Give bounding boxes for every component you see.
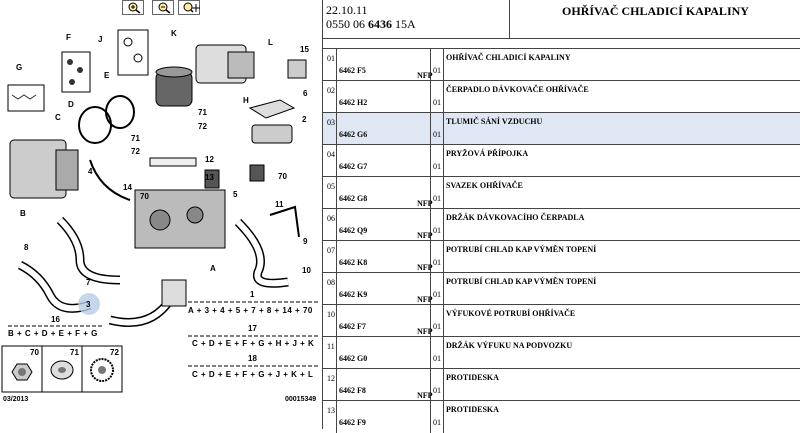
column-divider bbox=[443, 209, 444, 241]
part-G-drawing bbox=[8, 85, 44, 111]
table-row[interactable] bbox=[323, 272, 800, 304]
label-G: G bbox=[16, 63, 23, 72]
part-code: 6462 F9 bbox=[339, 418, 366, 427]
part-code: 6462 F8 bbox=[339, 386, 366, 395]
table-row[interactable] bbox=[323, 48, 800, 80]
part-F-drawing bbox=[62, 52, 90, 92]
column-divider bbox=[336, 113, 337, 145]
part-description: DRŽÁK DÁVKOVACÍHO ČERPADLA bbox=[446, 213, 585, 222]
label-8: 8 bbox=[24, 243, 29, 252]
column-divider bbox=[443, 337, 444, 369]
quantity: 01 bbox=[433, 226, 441, 235]
column-divider bbox=[336, 401, 337, 433]
nfp-flag: NFP bbox=[417, 231, 433, 240]
column-divider bbox=[443, 369, 444, 401]
label-B: B bbox=[20, 209, 26, 218]
quantity: 01 bbox=[433, 354, 441, 363]
part-description: VÝFUKOVÉ POTRUBÍ OHŘÍVAČE bbox=[446, 309, 576, 318]
row-number: 07 bbox=[327, 246, 335, 255]
quantity: 01 bbox=[433, 162, 441, 171]
part-code: 6462 K8 bbox=[339, 258, 368, 267]
label-2: 2 bbox=[302, 115, 307, 124]
nfp-flag: NFP bbox=[417, 327, 433, 336]
table-row[interactable] bbox=[323, 80, 800, 112]
column-divider bbox=[336, 369, 337, 401]
label-12: 12 bbox=[205, 155, 214, 164]
table-row[interactable] bbox=[323, 240, 800, 272]
label-17: 17 bbox=[248, 324, 257, 333]
column-divider bbox=[430, 337, 431, 369]
row-number: 10 bbox=[327, 310, 335, 319]
part-description: OHŘÍVAČ CHLADICÍ KAPALINY bbox=[446, 53, 571, 62]
column-divider bbox=[336, 273, 337, 305]
label-L: L bbox=[268, 38, 273, 47]
label-13: 13 bbox=[205, 173, 214, 182]
quantity: 01 bbox=[433, 386, 441, 395]
label-11: 11 bbox=[275, 200, 284, 209]
nfp-flag: NFP bbox=[417, 391, 433, 400]
quantity: 01 bbox=[433, 290, 441, 299]
column-divider bbox=[443, 401, 444, 433]
part-2-drawing bbox=[252, 125, 292, 143]
label-J: J bbox=[98, 35, 103, 44]
row-number: 13 bbox=[327, 406, 335, 415]
row-number: 04 bbox=[327, 150, 335, 159]
column-divider bbox=[443, 273, 444, 305]
label-16: 16 bbox=[51, 315, 60, 324]
part-code: 6462 G8 bbox=[339, 194, 368, 203]
column-divider bbox=[443, 145, 444, 177]
nfp-flag: NFP bbox=[417, 199, 433, 208]
column-divider bbox=[336, 209, 337, 241]
label-10: 10 bbox=[302, 266, 311, 275]
quantity: 01 bbox=[433, 322, 441, 331]
column-divider bbox=[443, 305, 444, 337]
page-title: OHŘÍVAČ CHLADICÍ KAPALINY bbox=[562, 4, 749, 18]
column-divider bbox=[336, 81, 337, 113]
nfp-flag: NFP bbox=[417, 71, 433, 80]
quantity: 01 bbox=[433, 66, 441, 75]
thumb-label-70: 70 bbox=[30, 348, 39, 357]
table-row[interactable] bbox=[323, 112, 800, 144]
footer-code: 00015349 bbox=[285, 396, 317, 403]
nfp-flag: NFP bbox=[417, 263, 433, 272]
label-14: 14 bbox=[123, 183, 132, 192]
formula-16: B + C + D + E + F + G bbox=[8, 329, 98, 338]
column-divider bbox=[443, 113, 444, 145]
label-5: 5 bbox=[233, 190, 238, 199]
column-divider bbox=[443, 177, 444, 209]
column-divider bbox=[443, 81, 444, 113]
part-6-drawing bbox=[250, 100, 294, 118]
column-divider bbox=[336, 49, 337, 81]
parts-list-panel bbox=[322, 0, 800, 429]
quantity: 01 bbox=[433, 418, 441, 427]
label-6: 6 bbox=[303, 89, 308, 98]
table-row[interactable] bbox=[323, 176, 800, 208]
table-row[interactable] bbox=[323, 400, 800, 432]
table-row[interactable] bbox=[323, 304, 800, 336]
label-H: H bbox=[243, 96, 249, 105]
part-code: 6462 G0 bbox=[339, 354, 368, 363]
label-70-a: 70 bbox=[278, 172, 287, 181]
diagram-drawing bbox=[0, 0, 322, 429]
label-71-b: 71 bbox=[131, 134, 140, 143]
part-description: SVAZEK OHŘÍVAČE bbox=[446, 181, 523, 190]
part-12-drawing bbox=[150, 158, 196, 166]
label-72-a: 72 bbox=[198, 122, 207, 131]
column-divider bbox=[430, 81, 431, 113]
label-E: E bbox=[104, 71, 110, 80]
label-C: C bbox=[55, 113, 61, 122]
column-divider bbox=[430, 145, 431, 177]
part-code: 6462 F5 bbox=[339, 66, 366, 75]
formula-18: C + D + E + F + G + J + K + L bbox=[192, 370, 314, 379]
footer-date: 03/2013 bbox=[3, 396, 29, 403]
label-18: 18 bbox=[248, 354, 257, 363]
table-row[interactable] bbox=[323, 336, 800, 368]
column-divider bbox=[336, 305, 337, 337]
nfp-flag: NFP bbox=[417, 295, 433, 304]
row-number: 02 bbox=[327, 86, 335, 95]
label-D: D bbox=[68, 100, 74, 109]
formula-17: C + D + E + F + G + H + J + K bbox=[192, 339, 315, 348]
exploded-diagram[interactable] bbox=[0, 0, 322, 429]
hose-4-drawing bbox=[90, 160, 130, 200]
part-code: 6462 Q9 bbox=[339, 226, 368, 235]
part-code: 6462 G7 bbox=[339, 162, 368, 171]
label-F: F bbox=[66, 33, 71, 42]
quantity: 01 bbox=[433, 98, 441, 107]
part-description: DRŽÁK VÝFUKU NA PODVOZKU bbox=[446, 341, 573, 350]
table-row[interactable] bbox=[323, 368, 800, 400]
part-description: TLUMIČ SÁNÍ VZDUCHU bbox=[446, 117, 543, 126]
label-4: 4 bbox=[88, 167, 93, 176]
part-description: PROTIDESKA bbox=[446, 405, 499, 414]
row-number: 05 bbox=[327, 182, 335, 191]
quantity: 01 bbox=[433, 194, 441, 203]
catalog-reference: 0550 06 6436 15A bbox=[326, 17, 416, 31]
thumb-label-72: 72 bbox=[110, 348, 119, 357]
part-description: PRYŽOVÁ PŘÍPOJKA bbox=[446, 149, 529, 158]
catalog-date: 22.10.11 bbox=[326, 3, 368, 17]
part-description: ČERPADLO DÁVKOVAČE OHŘÍVAČE bbox=[446, 85, 589, 94]
column-divider bbox=[430, 401, 431, 433]
part-code: 6462 G6 bbox=[339, 130, 368, 139]
label-1: 1 bbox=[250, 290, 255, 299]
column-divider bbox=[336, 177, 337, 209]
table-row[interactable] bbox=[323, 208, 800, 240]
part-code: 6462 F7 bbox=[339, 322, 366, 331]
label-9: 9 bbox=[303, 237, 308, 246]
table-row[interactable] bbox=[323, 144, 800, 176]
part-3-drawing bbox=[162, 280, 186, 306]
label-7: 7 bbox=[86, 278, 91, 287]
part-code: 6462 H2 bbox=[339, 98, 368, 107]
column-divider bbox=[443, 241, 444, 273]
quantity: 01 bbox=[433, 258, 441, 267]
row-number: 11 bbox=[327, 342, 335, 351]
row-number: 08 bbox=[327, 278, 335, 287]
part-description: POTRUBÍ CHLAD KAP VÝMĚN TOPENÍ bbox=[446, 245, 597, 254]
part-15-drawing bbox=[288, 60, 306, 78]
column-divider bbox=[336, 241, 337, 273]
row-number: 06 bbox=[327, 214, 335, 223]
label-15: 15 bbox=[300, 45, 309, 54]
part-description: POTRUBÍ CHLAD KAP VÝMĚN TOPENÍ bbox=[446, 277, 597, 286]
part-code: 6462 K9 bbox=[339, 290, 368, 299]
column-divider bbox=[430, 113, 431, 145]
column-divider bbox=[443, 49, 444, 81]
row-number: 03 bbox=[327, 118, 335, 127]
row-number: 01 bbox=[327, 54, 335, 63]
parts-header bbox=[323, 0, 800, 39]
quantity: 01 bbox=[433, 130, 441, 139]
label-70-b: 70 bbox=[140, 192, 149, 201]
column-divider bbox=[336, 337, 337, 369]
part-J-drawing bbox=[118, 30, 148, 75]
label-72-b: 72 bbox=[131, 147, 140, 156]
label-71-a: 71 bbox=[198, 108, 207, 117]
label-K: K bbox=[171, 29, 177, 38]
part-description: PROTIDESKA bbox=[446, 373, 499, 382]
part-11-drawing bbox=[270, 207, 299, 237]
label-3: 3 bbox=[86, 300, 91, 309]
label-A: A bbox=[210, 264, 216, 273]
parts-table bbox=[323, 48, 800, 432]
row-number: 12 bbox=[327, 374, 335, 383]
thumb-label-71: 71 bbox=[70, 348, 79, 357]
formula-1: A + 3 + 4 + 5 + 7 + 8 + 14 + 70 bbox=[188, 306, 313, 315]
column-divider bbox=[336, 145, 337, 177]
